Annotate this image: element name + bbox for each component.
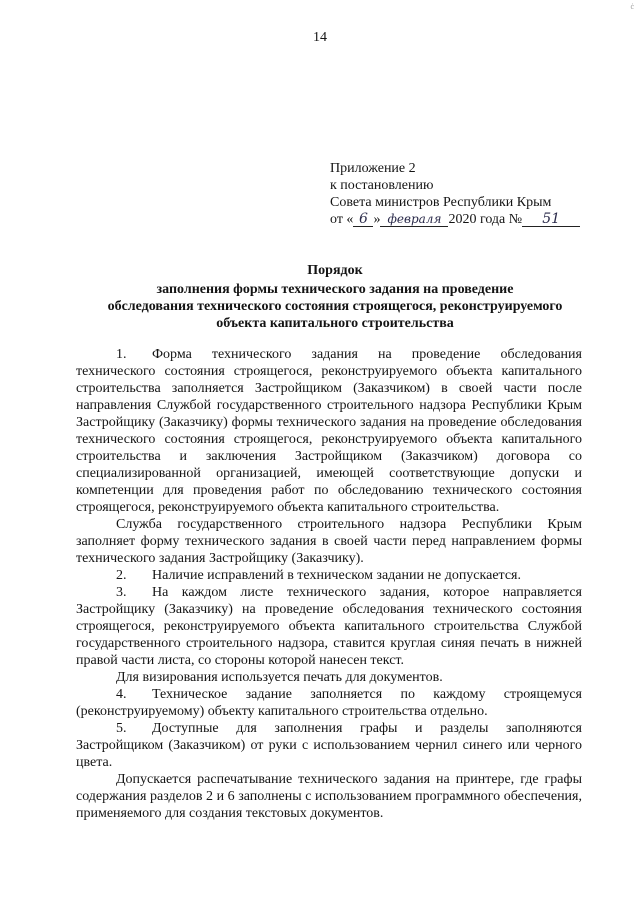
document-title	[70, 262, 600, 332]
paragraph-number: 2.	[116, 568, 127, 583]
handwritten-month: февраля	[380, 213, 448, 227]
paragraph-text: Форма технического задания на проведение обследования технического состояния строящегося, реконструируемого объекта капитального строительства заполняется Застройщиком (Заказчиком) в своей части после направления Службой государственного строительного надзора Республики Крым Застройщику (Заказчику) формы технического задания на проведение обследования технического состояния строящегося, реконструируемого объекта капитального строительства и заключения Застройщиком (Заказчиком) договора со специализированной организацией, имеющей соответствующие допуски и компетенции для проведения работ по обследованию технического состояния строящегося, реконструируемого объекта капитального строительства.	[76, 347, 582, 515]
appendix-block	[330, 160, 620, 228]
title-line-2: обследования технического состояния строящегося, реконструируемого	[107, 299, 563, 314]
paragraph	[76, 686, 582, 720]
paragraph	[76, 669, 582, 686]
paragraph-number: 3.	[116, 585, 127, 600]
page-number: 14	[313, 30, 327, 45]
appendix-line-3: Совета министров Республики Крым	[330, 195, 552, 210]
date-prefix: от «	[330, 212, 354, 227]
date-separator: »	[373, 212, 381, 227]
appendix-line-1: Приложение 2	[330, 161, 416, 176]
paragraph	[76, 567, 582, 584]
paragraph-number: 4.	[116, 687, 127, 702]
paragraph-text: Наличие исправлений в техническом задании не допускается.	[152, 568, 521, 583]
paragraph-number: 1.	[116, 347, 127, 362]
paragraph	[76, 771, 582, 822]
handwritten-day: 6	[353, 213, 373, 227]
appendix-date-line	[330, 211, 620, 228]
paragraph	[76, 584, 582, 669]
title-line-1: заполнения формы технического задания на проведение	[156, 282, 514, 297]
paragraph-text: Служба государственного строительного надзора Республики Крым заполняет форму технического задания в своей части перед направлением формы технического задания Застройщику (Заказчику).	[76, 517, 582, 566]
document-body	[76, 346, 582, 822]
corner-mark: ċ	[630, 2, 634, 11]
appendix-line-2: к постановлению	[330, 178, 434, 193]
paragraph-text: Доступные для заполнения графы и разделы заполняются Застройщиком (Заказчиком) от руки с использованием чернил синего или черного цвета.	[76, 721, 582, 770]
paragraph	[76, 720, 582, 771]
paragraph	[76, 516, 582, 567]
paragraph-text: На каждом листе технического задания, которое направляется Застройщику (Заказчику) на проведение обследования технического состояния строящегося, реконструируемого объекта капитального строительства Службой государственного строительного надзора, ставится круглая синяя печать в нижней правой части листа, со стороны которой нанесен текст.	[76, 585, 582, 668]
paragraph-text: Допускается распечатывание технического задания на принтере, где графы содержания разделов 2 и 6 заполнены с использованием программного обеспечения, применяемого для создания текстовых документов.	[76, 772, 582, 821]
paragraph-number: 5.	[116, 721, 127, 736]
paragraph	[76, 346, 582, 516]
handwritten-doc-number: 51	[522, 213, 580, 227]
paragraph-text: Для визирования используется печать для документов.	[116, 670, 443, 685]
title-line-3: объекта капитального строительства	[216, 316, 454, 331]
date-year: 2020 года №	[448, 212, 523, 227]
paragraph-text: Техническое задание заполняется по каждому строящемуся (реконструируемому) объекту капитального строительства отдельно.	[76, 687, 582, 719]
title-heading: Порядок	[307, 263, 363, 278]
